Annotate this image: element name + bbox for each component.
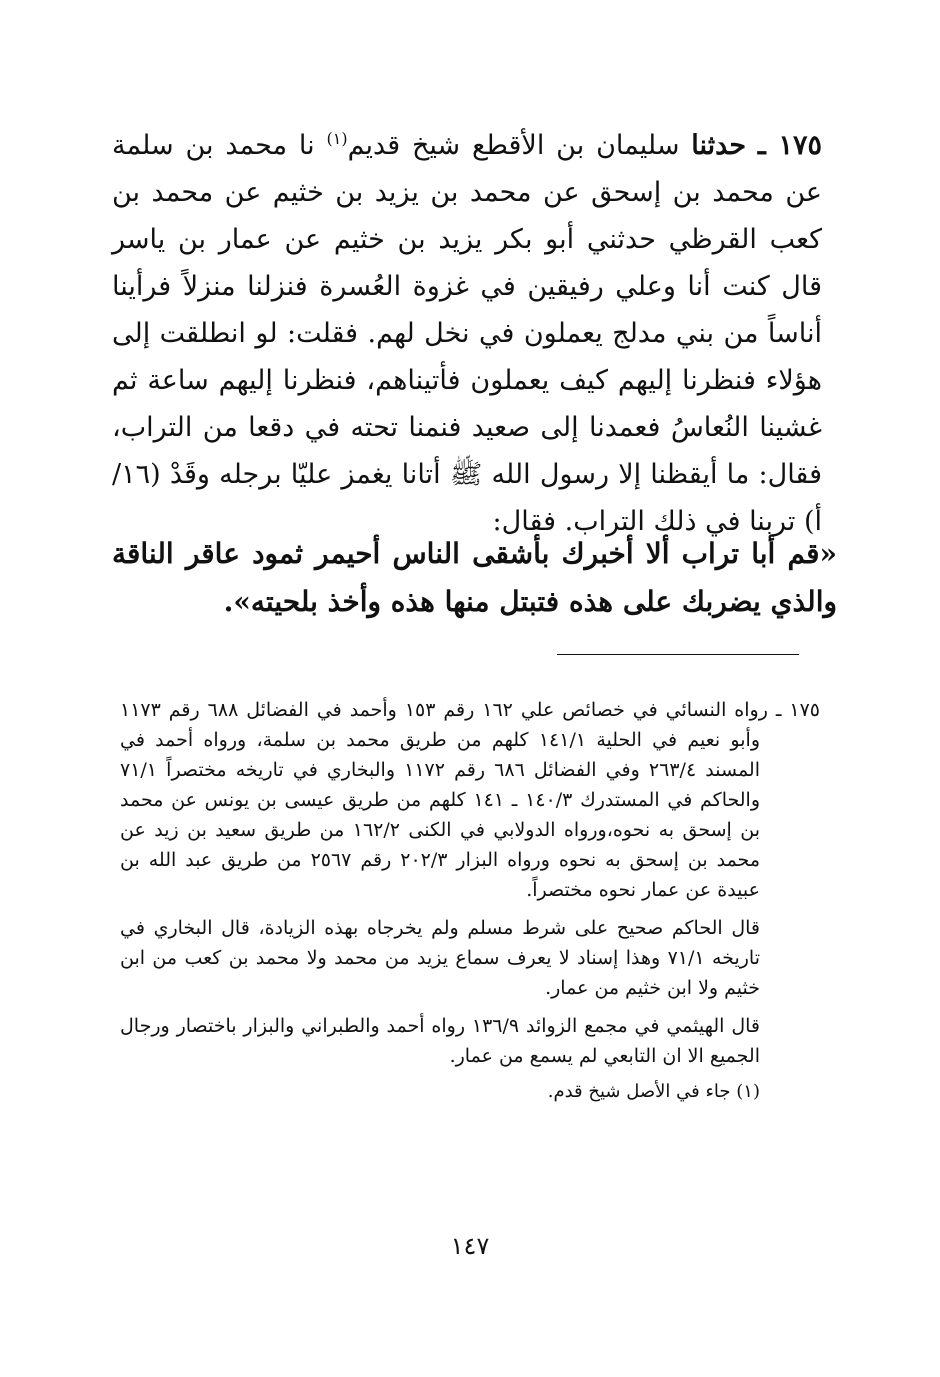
footnote-marker: (١) — [326, 129, 348, 148]
isnad-start: سليمان بن الأقطع شيخ قديم — [347, 130, 680, 161]
main-text — [112, 115, 822, 545]
isnad-text: نا محمد بن سلمة عن محمد بن إسحق عن محمد بن يزيد بن خثيم عن محمد بن كعب القرظي حدثني أبو بكر يزيد بن خثيم عن عمار بن ياسر قال كنت أنا وعلي رفيقين في غزوة العُسرة فنزلنا منزلاً فرأينا أناساً من بني مدلج يعملون في نخل لهم. فقلت: لو انطلقت إلى هؤلاء فنظرنا إليهم كيف يعملون فأتيناهم، فنظرنا إليهم ساعة ثم غشينا النُعاسُ فعمدنا إلى صعيد فنمنا تحته في دقعا من التراب، فقال: ما أيقظنا إلا رسول الله ﷺ أتانا يغمز عليّا برجله وقَدْ (١٦/أ) تربنا في ذلك التراب. فقال: — [112, 130, 822, 537]
takhrij-note-2: قال الحاكم صحيح على شرط مسلم ولم يخرجاه بهذه الزيادة، قال البخاري في تاريخه ٧١/١ وهذا إسناد لا يعرف سماع يزيد من محمد ولا محمد بن كعب من ابن خثيم ولا ابن خثيم من عمار. — [120, 917, 760, 999]
page-number: ١٤٧ — [450, 1232, 490, 1260]
narration-verb: حدثنا — [691, 130, 747, 161]
hadith-matn — [112, 530, 837, 626]
takhrij-note-1: ١٧٥ ـ رواه النسائي في خصائص علي ١٦٢ رقم ١٥٣ وأحمد في الفضائل ٦٨٨ رقم ١١٧٣ وأبو نعيم في الحلية ١٤١/١ كلهم من طريق محمد بن سلمة، ورواه أحمد في المسند ٢٦٣/٤ وفي الفضائل ٦٨٦ رقم ١١٧٢ والبخاري في تاريخه مختصراً ٧١/١ والحاكم في المستدرك ١٤٠/٣ ـ ١٤١ كلهم من طريق عيسى بن يونس عن محمد بن إسحق به نحوه،ورواه الدولابي في الكنى ١٦٢/٢ من طريق سعيد بن زيد عن محمد بن إسحق به نحوه ورواه البزار ٢٠٢/٣ رقم ٢٥٦٧ من طريق عبد الله بن عبيدة عن عمار نحوه مختصراً. — [120, 699, 820, 901]
footnote-text: (١) جاء في الأصل شيخ قدم. — [547, 1081, 760, 1102]
takhrij-note-3: قال الهيثمي في مجمع الزوائد ١٣٦/٩ رواه أحمد والطبراني والبزار باختصار ورجال الجميع الا ان التابعي لم يسمع من عمار. — [120, 1015, 760, 1067]
footnote-separator — [557, 654, 799, 655]
hadith-number: ١٧٥ ـ — [757, 130, 822, 161]
main-paragraph — [112, 115, 822, 545]
hadith-text: «قم أبا تراب ألا أخبرك بأشقى الناس أحيمر ثمود عاقر الناقة والذي يضربك على هذه فتبتل منها هذه وأخذ بلحيته». — [112, 537, 837, 618]
takhrij-notes — [120, 695, 820, 1107]
